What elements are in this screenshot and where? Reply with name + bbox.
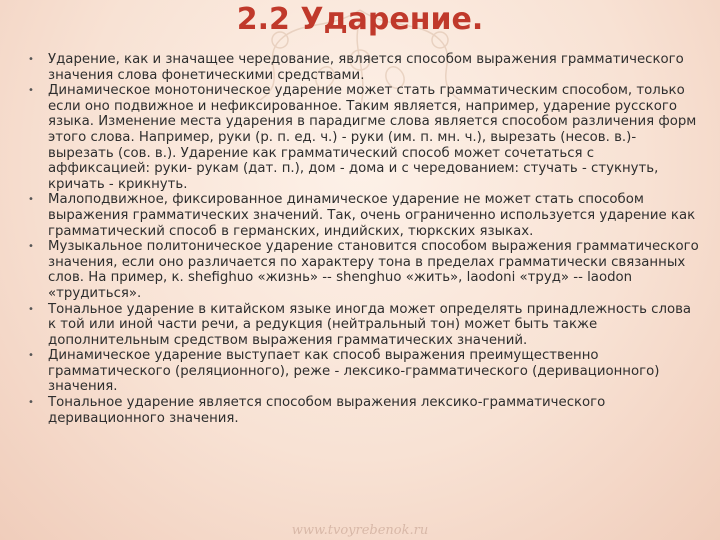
bullet-text: Тональное ударение является способом выражения лексико-грамматического деривационного значения. [48, 395, 606, 426]
list-item [28, 192, 700, 239]
bullet-text: Тональное ударение в китайском языке иногда может определять принадлежность слова к той или иной части речи, а редукция (нейтральный тон) может быть также дополнительным средством выражения грамматических значений. [48, 301, 692, 348]
bullet-icon: • [28, 54, 34, 65]
list-item [28, 302, 700, 349]
bullet-icon: • [28, 397, 34, 409]
bullet-icon: • [28, 85, 34, 97]
bullet-text: Динамическое монотоническое ударение может стать грамматическим способом, только если оно подвижное и нефиксированное. Таким является, например, ударение русского языка. Изменение места ударения в парадигме слова является способом различения форм этого слова. Например, руки (р. п. ед. ч.) - руки (им. п. мн. ч.), вырезать (несов. в.)-вырезать (сов. в.). Ударение как грамматический способ может сочетаться с аффиксацией: руки- рукам (дат. п.), дом - дома и с чередованием: стучать - стукнуть, кричать - крикнуть. [48, 83, 697, 192]
bullet-list [28, 52, 700, 426]
slide-title: 2.2 Ударение. [236, 2, 484, 37]
bullet-icon: • [28, 350, 34, 362]
bullet-icon: • [28, 194, 34, 206]
bullet-text: Музыкальное политоническое ударение становится способом выражения грамматического значения, если оно различается по характеру тона в пределах грамматически связанных слов. На пример, к. shefighuo «жизнь» -- shenghuo «жить», laodoni «труд» -- laodon «трудиться». [48, 239, 699, 301]
bullet-text: Малоподвижное, фиксированное динамическое ударение не может стать способом выражения грамматических значений. Так, очень ограниченно используется ударение как грамматический способ в германских, индийских, тюркских языках. [48, 192, 696, 239]
bullet-icon: • [28, 241, 34, 253]
bullet-text: Динамическое ударение выступает как способ выражения преимущественно грамматического (реляционного), реже - лексико-грамматического (деривационного) значения. [48, 348, 660, 395]
list-item [28, 52, 700, 83]
bullet-icon: • [28, 303, 34, 315]
list-item [28, 395, 700, 426]
list-item [28, 348, 700, 395]
list-item [28, 239, 700, 301]
bullet-text: Ударение, как и значащее чередование, является способом выражения грамматического значения слова фонетическими средствами. [48, 52, 684, 83]
watermark: www.tvoyrebenok.ru [291, 523, 429, 538]
list-item [28, 83, 700, 192]
